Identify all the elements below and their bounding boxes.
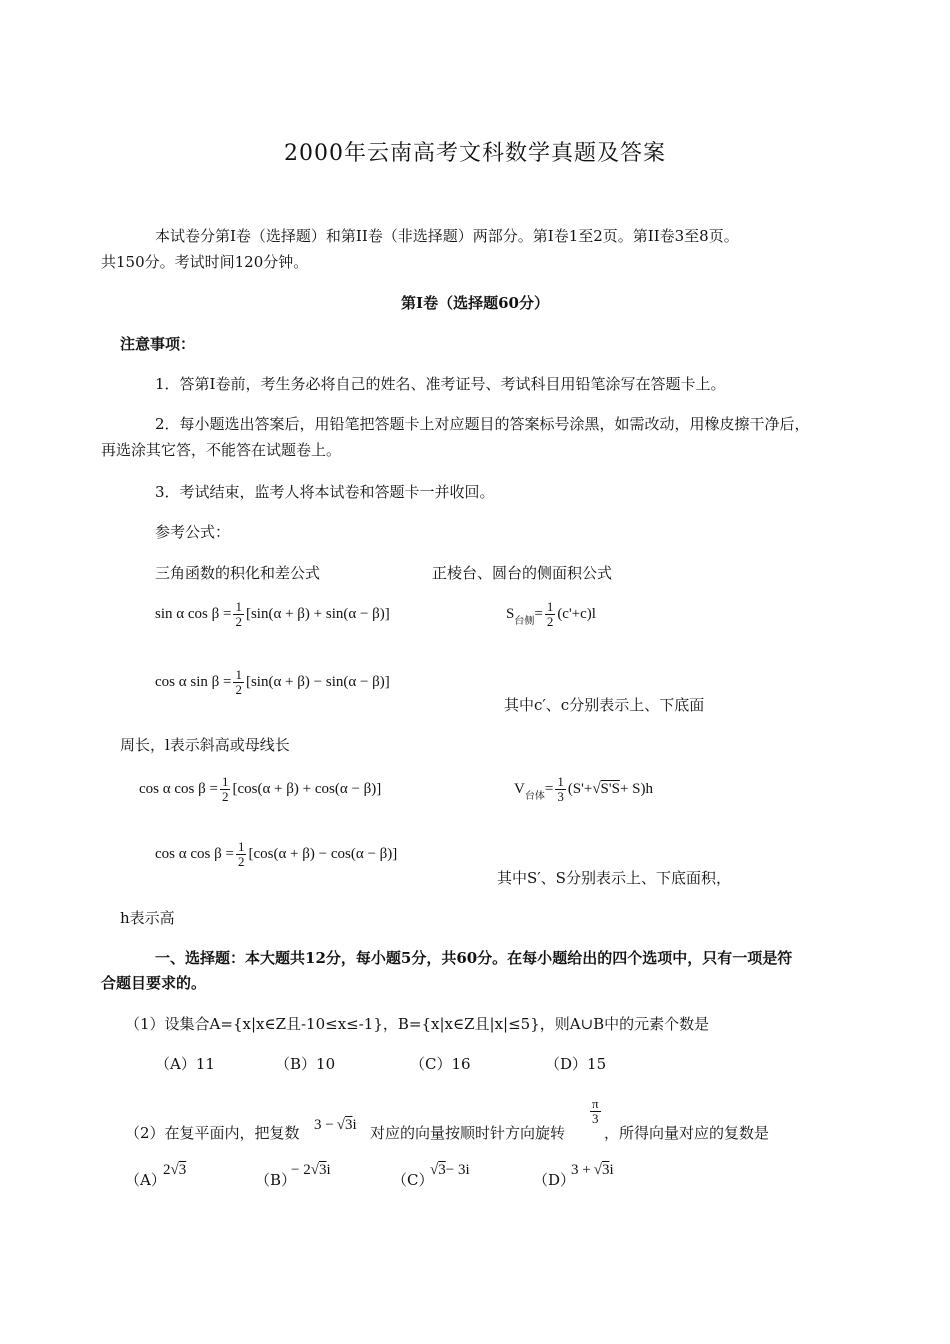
- question-2-option-c-value: √ 3 − 3i: [430, 1162, 470, 1178]
- question-2-complex-number: 3 − √ 3 i: [314, 1117, 357, 1133]
- formula-rhs: [cos(α + β) − cos(α − β)]: [248, 846, 398, 862]
- half-fraction: $\frac{1}{2}$: [235, 667, 242, 697]
- formula-sin-cos: [155, 600, 390, 629]
- question-2-option-b-value: − 2 √ 3 i: [291, 1162, 331, 1178]
- half-fraction: $\frac{1}{2}$: [237, 839, 245, 869]
- question-2-option-d-value: 3 + √ 3 i: [571, 1162, 614, 1178]
- area-note-2: 周长，l表示斜高或母线长: [120, 736, 290, 754]
- notice-3: 3．考试结束，监考人将本试卷和答题卡一并收回。: [155, 483, 495, 501]
- frustum-heading: 正棱台、圆台的侧面积公式: [432, 564, 613, 582]
- question-2-angle-fraction: $\frac{\pi}{3}$: [591, 1096, 599, 1126]
- section1-line-2: 合题目要求的。: [101, 974, 207, 992]
- question-1-option-a: （A）11: [155, 1055, 215, 1073]
- question-1-option-b: （B）10: [275, 1055, 336, 1073]
- question-2-option-d-label: （D）: [533, 1171, 576, 1189]
- page-title: 2000年云南高考文科数学真题及答案: [284, 141, 666, 166]
- formula-lhs: cos α cos β =: [155, 846, 234, 862]
- question-2-stem-b: 对应的向量按顺时针方向旋转: [370, 1124, 566, 1142]
- notice-2-line-2: 再选涂其它答，不能答在试题卷上。: [101, 441, 342, 459]
- frustum-volume-formula: V 台体 = $\frac{1}{3}$ (S'+ √ S'S + S)h: [514, 774, 653, 804]
- question-2-option-a-label: （A）: [125, 1171, 166, 1189]
- formula-cos-cos-plus: [139, 775, 381, 804]
- question-1-option-c: （C）16: [410, 1055, 471, 1073]
- intro-line-2: 共150分。考试时间120分钟。: [101, 253, 309, 271]
- half-fraction: $\frac{1}{2}$: [235, 599, 242, 629]
- section1-line-1: 一、选择题：本大题共12分，每小题5分，共60分。在每小题给出的四个选项中，只有一项是符: [155, 949, 793, 967]
- formula-rhs: [cos(α + β) + cos(α − β)]: [232, 781, 382, 797]
- formula-lhs: sin α cos β =: [155, 606, 232, 622]
- question-2-stem-c: ，所得向量对应的复数是: [604, 1124, 770, 1142]
- formula-rhs: [sin(α + β) + sin(α − β)]: [245, 606, 390, 622]
- trig-heading: 三角函数的积化和差公式: [155, 564, 321, 582]
- question-2-option-a-value: 2 √ 3: [163, 1162, 187, 1178]
- volume-note-2: h表示高: [120, 909, 175, 927]
- question-2-option-c-label: （C）: [392, 1171, 434, 1189]
- frustum-lateral-area-formula: S 台侧 = $\frac{1}{2}$ (c'+c)l: [506, 599, 596, 629]
- question-2-stem-a: （2）在复平面内，把复数: [125, 1124, 300, 1142]
- formula-rhs: [sin(α + β) − sin(α − β)]: [245, 674, 390, 690]
- notice-2-line-1: 2．每小题选出答案后，用铅笔把答题卡上对应题目的答案标号涂黑，如需改动，用橡皮擦干净后，: [155, 415, 810, 433]
- formula-lhs: cos α cos β =: [139, 781, 218, 797]
- formula-cos-sin: [155, 668, 390, 697]
- formula-lhs: cos α sin β =: [155, 674, 232, 690]
- half-fraction: $\frac{1}{2}$: [221, 774, 229, 804]
- area-note: 其中c′、c分别表示上、下底面: [504, 696, 705, 714]
- notice-1: 1．答第Ⅰ卷前，考生务必将自己的姓名、准考证号、考试科目用铅笔涂写在答题卡上。: [155, 375, 726, 393]
- intro-line-1: 本试卷分第Ⅰ卷（选择题）和第II卷（非选择题）两部分。第Ⅰ卷1至2页。第II卷3至8页。: [155, 227, 739, 245]
- ref-formulas-label: 参考公式：: [155, 523, 231, 541]
- question-1-stem: （1）设集合A={x|x∈Z且-10≤x≤-1}，B={x|x∈Z且|x|≤5}，则A∪B中的元素个数是: [125, 1015, 710, 1033]
- formula-cos-cos-minus: [155, 840, 397, 869]
- question-1-option-d: （D）15: [545, 1055, 607, 1073]
- part1-heading: 第Ⅰ卷（选择题60分）: [401, 294, 549, 312]
- volume-note: 其中S′、S分别表示上、下底面积，: [497, 869, 731, 887]
- question-2-option-b-label: （B）: [255, 1171, 297, 1189]
- notice-heading: 注意事项：: [120, 335, 196, 353]
